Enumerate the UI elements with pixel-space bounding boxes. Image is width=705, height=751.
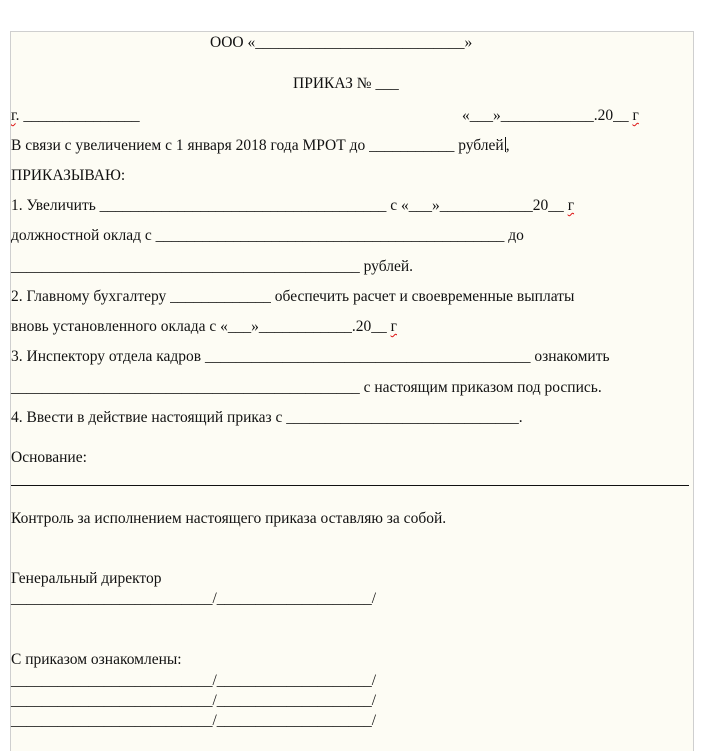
control-text: Контроль за исполнением настоящего приказа оставляю за собой. <box>11 510 447 527</box>
basis-label: Основание: <box>11 449 87 466</box>
mrot-comma: , <box>505 137 510 154</box>
acquainted-label: С приказом ознакомлены: <box>11 651 182 668</box>
item-3-line-2: _____________________________________________ с настоящим приказом под роспись. <box>11 379 602 396</box>
company-line: ООО «___________________________» <box>210 34 473 51</box>
director-signature-line: __________________________/____________________/ <box>11 590 377 607</box>
item-3-line-1: 3. Инспектору отдела кадров __________________________________________ ознакомить <box>11 348 610 365</box>
date-line <box>462 107 639 125</box>
director-label: Генеральный директор <box>11 570 162 587</box>
salary-line: должностной оклад с _____________________________________________ до <box>11 227 524 244</box>
item-2-text: вновь установленного оклада с «___»____________.20__ <box>11 318 387 335</box>
item-2-line-1: 2. Главному бухгалтеру _____________ обеспечить расчет и своевременные выплаты <box>11 288 575 305</box>
item-2-line-2 <box>11 318 397 336</box>
city-blank: . _______________ <box>15 107 140 124</box>
mrot-paragraph <box>11 137 510 155</box>
basis-rule <box>11 485 689 486</box>
acquainted-signature-3: __________________________/____________________/ <box>11 712 377 729</box>
mrot-text: В связи с увеличением с 1 января 2018 года МРОТ до ___________ рублей <box>11 137 504 154</box>
item-4: 4. Ввести в действие настоящий приказ с ______________________________. <box>11 409 523 426</box>
acquainted-signature-1: __________________________/____________________/ <box>11 672 377 689</box>
prikazyvayu-heading: ПРИКАЗЫВАЮ: <box>11 167 126 184</box>
acquainted-signature-2: __________________________/____________________/ <box>11 692 377 709</box>
item-1-suffix: г <box>567 197 575 214</box>
item-1 <box>11 197 574 215</box>
rubles-line: _____________________________________________ рублей. <box>11 258 414 275</box>
item-1-text: 1. Увеличить _____________________________________ с «___»____________20__ <box>11 197 564 214</box>
date-suffix: г <box>632 107 639 124</box>
city-line <box>11 107 140 125</box>
document-page[interactable] <box>10 31 694 751</box>
date-blank: «___»____________.20__ <box>462 107 629 124</box>
item-2-suffix: г <box>390 318 397 335</box>
city-prefix: г <box>11 107 16 124</box>
order-title: ПРИКАЗ № ___ <box>293 75 399 92</box>
